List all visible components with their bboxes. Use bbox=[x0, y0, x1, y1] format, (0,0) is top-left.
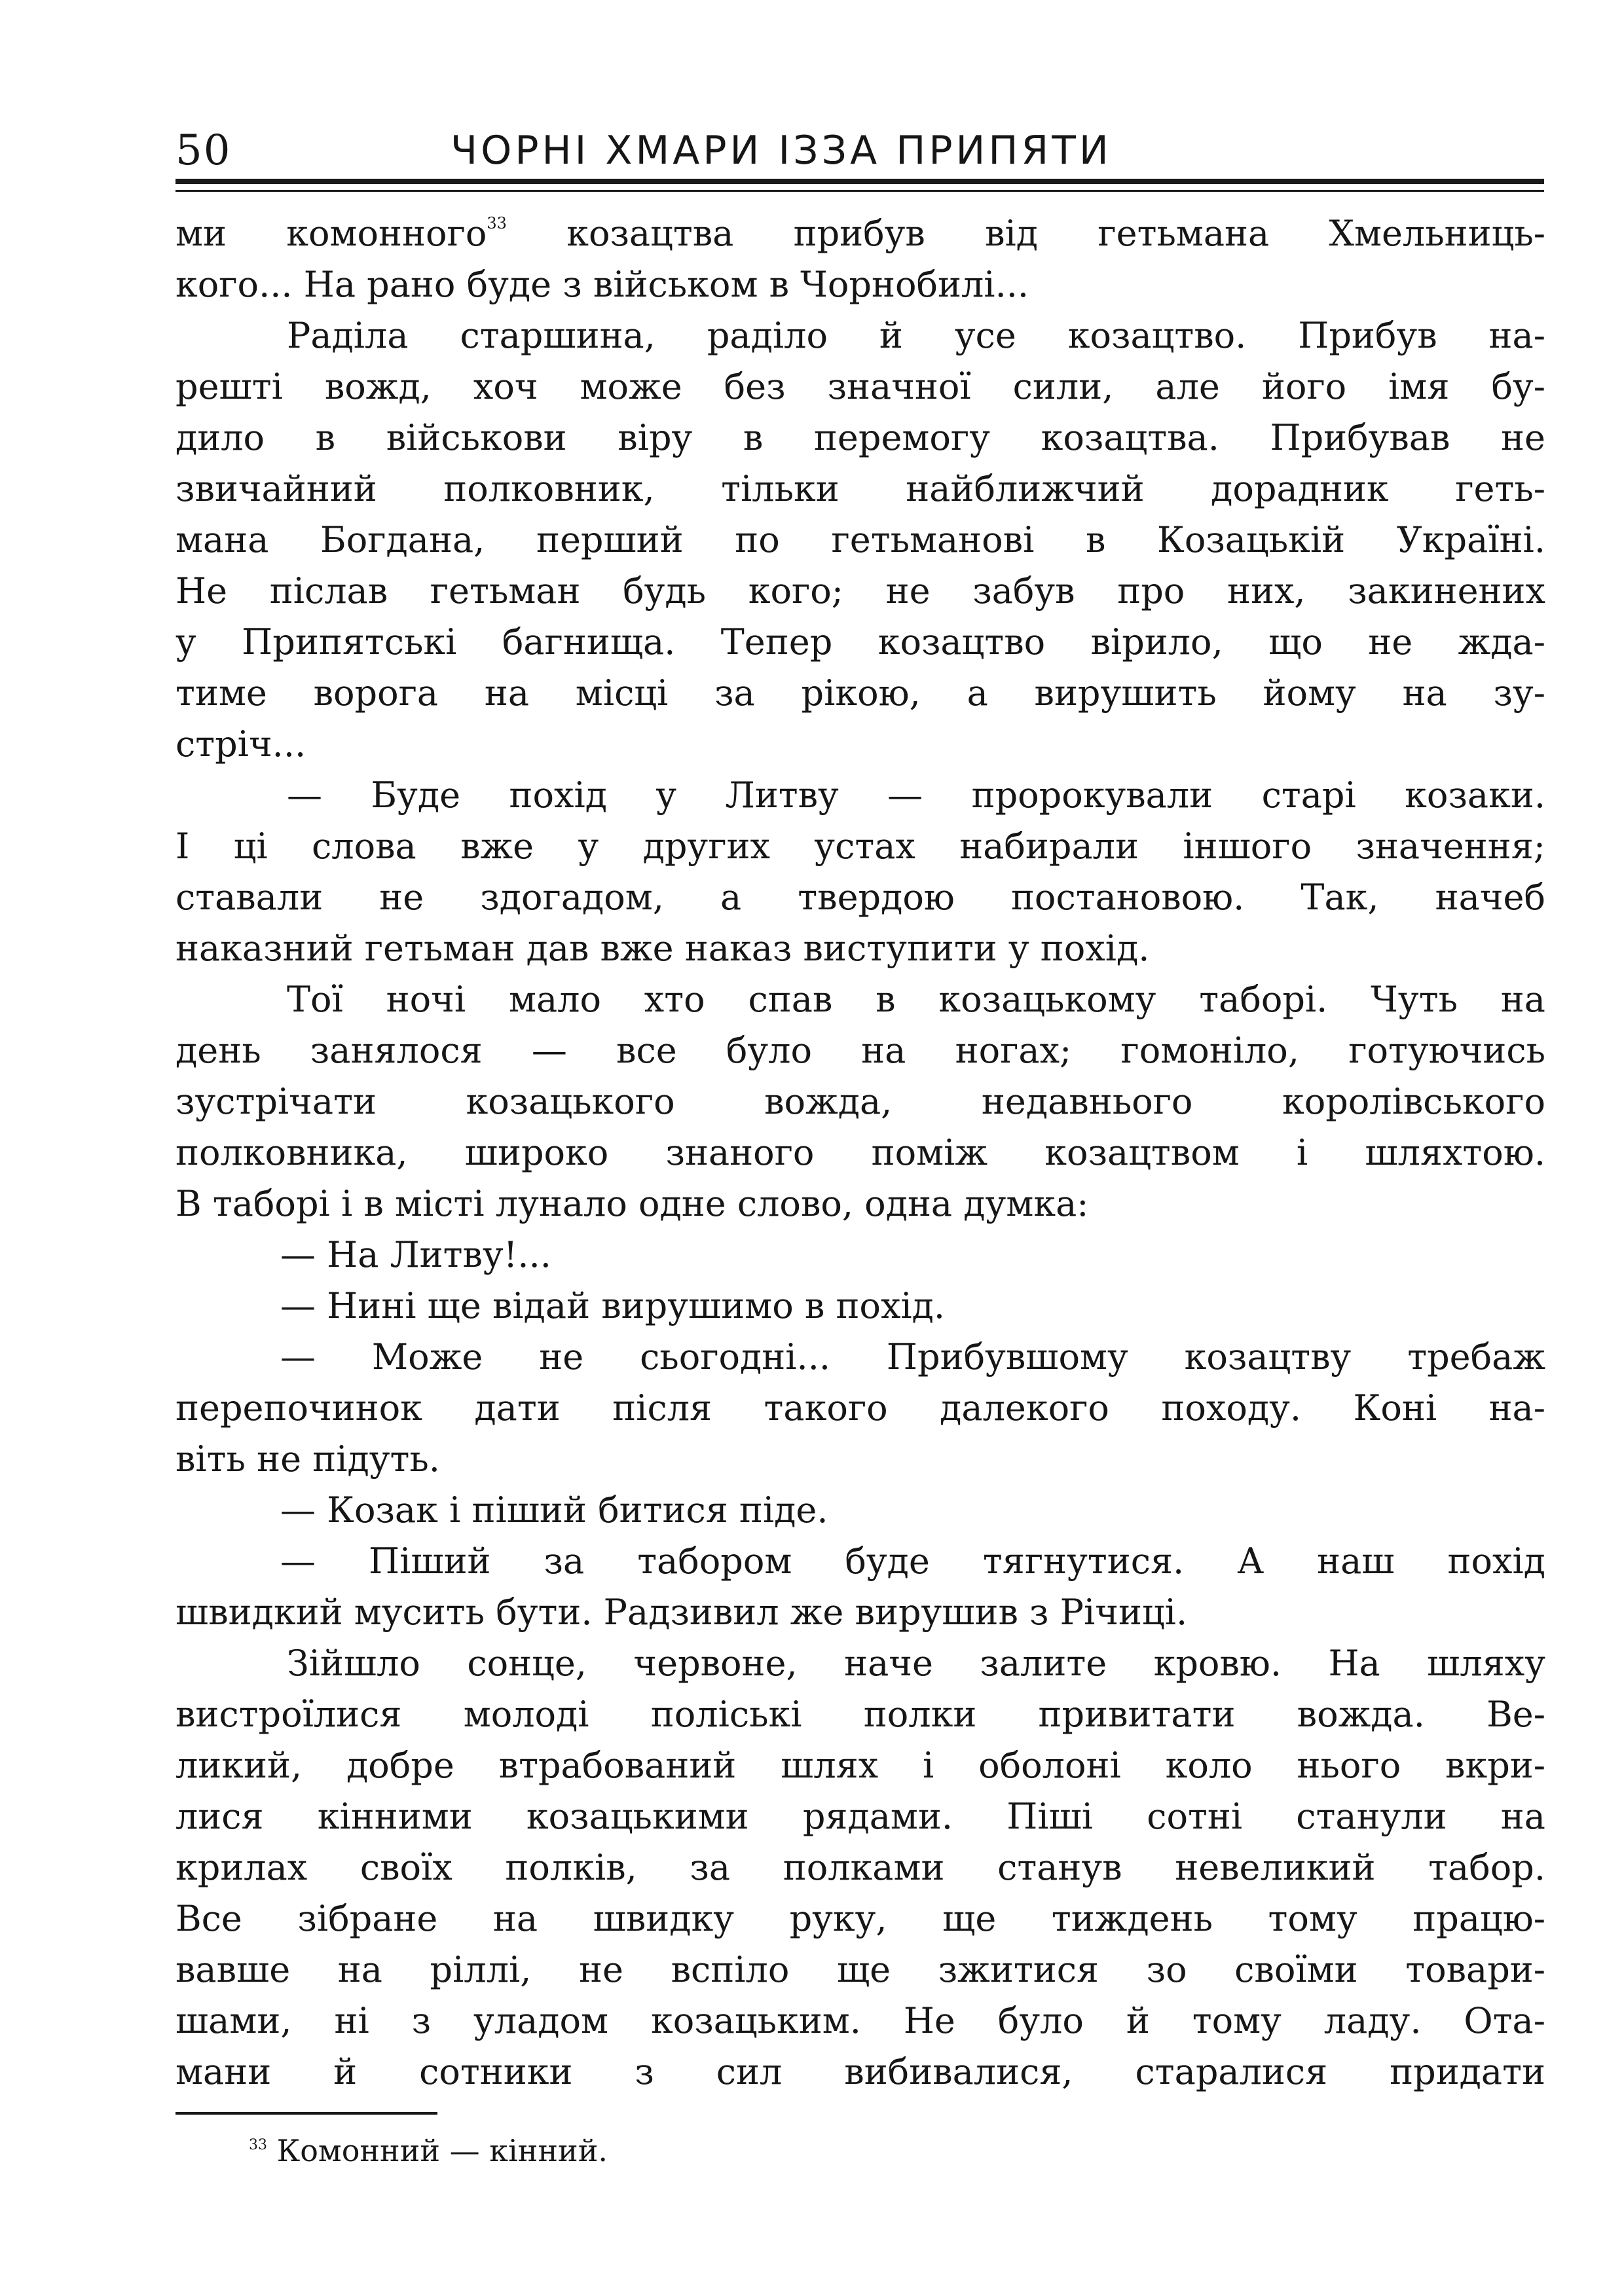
text-line: зустрічати козацького вожда, недавнього королівського bbox=[175, 1081, 1545, 1122]
text-line: лися кінними козацькими рядами. Піші сотні станули на bbox=[175, 1796, 1545, 1837]
text-line: дило в військови віру в перемогу козацтва. Прибував не bbox=[175, 417, 1545, 458]
text-line: ми комонного$^{33}$ козацтва прибув від гетьмана Хмельниць- bbox=[175, 213, 1545, 254]
text-line: Все зібране на швидку руку, ще тиждень тому працю- bbox=[175, 1898, 1545, 1939]
footnote-text: Комонний — кінний. bbox=[267, 2133, 608, 2168]
dialogue-line: — Піший за табором буде тягнутися. А наш похід bbox=[280, 1540, 1545, 1582]
dialogue-line: — На Литву!... bbox=[280, 1234, 551, 1275]
text-line: вистроїлися молоді поліські полки привитати вожда. Ве- bbox=[175, 1694, 1545, 1735]
body-text bbox=[175, 208, 1545, 2098]
text-line: швидкий мусить бути. Радзивил же вирушив з Річиці. bbox=[175, 1592, 1188, 1633]
footnote-marker: 33 bbox=[249, 2137, 267, 2153]
text-line: вавше на ріллі, не вспіло ще зжитися зо своїми товари- bbox=[175, 1949, 1545, 1990]
text-line: у Припятські багнища. Тепер козацтво вірило, що не ждa- bbox=[175, 621, 1545, 663]
text-line: тиме ворога на місці за рікою, а вирушить йому на зу- bbox=[175, 672, 1545, 714]
text-line: полковника, широко знаного поміж козацтвом і шляхтою. bbox=[175, 1132, 1545, 1173]
dialogue-line: — Нині ще відай вирушимо в похід. bbox=[280, 1285, 946, 1326]
text-line: шами, ні з уладом козацьким. Не було й тому ладу. Ота- bbox=[175, 2000, 1545, 2041]
footnote bbox=[249, 2128, 608, 2174]
text-line: ставали не здогадом, а твердою постановою. Так, начеб bbox=[175, 877, 1545, 918]
text-line: І ці слова вже у других устах набирали іншого значення; bbox=[175, 826, 1545, 867]
text-line: — Буде похід у Литву — пророкували старі козаки. bbox=[287, 774, 1545, 816]
text-line: мани й сотники з сил вибивалися, старалися придати bbox=[175, 2051, 1545, 2092]
text-line: ликий, добре втрабований шлях і оболоні коло нього вкри- bbox=[175, 1745, 1545, 1786]
text-line: крилах своїх полків, за полками станув невеликий табор. bbox=[175, 1847, 1545, 1888]
text-line: мана Богдана, перший по гетьманові в Козацькій Україні. bbox=[175, 519, 1545, 560]
text-line: день занялося — все було на ногах; гомоніло, готуючись bbox=[175, 1030, 1545, 1071]
footnote-ref: 33 bbox=[487, 214, 507, 232]
text-line: Тої ночі мало хто спав в козацькому таборі. Чуть на bbox=[287, 979, 1545, 1020]
text-line: перепочинок дати після такого далекого походу. Коні на- bbox=[175, 1387, 1545, 1429]
text-line: віть не підуть. bbox=[175, 1438, 440, 1480]
text-line: Зійшло сонце, червоне, наче залите кровю. На шляху bbox=[287, 1643, 1545, 1684]
dialogue-line: — Може не сьогодні... Прибувшому козацтву требаж bbox=[280, 1336, 1545, 1377]
running-title: ЧОРНІ ХМАРИ ІЗЗА ПРИПЯТИ bbox=[451, 128, 1112, 173]
footnote-rule bbox=[175, 2112, 437, 2115]
text-line: В таборі і в місті лунало одне слово, одна думка: bbox=[175, 1183, 1089, 1224]
text-line: Раділа старшина, раділо й усе козацтво. Прибув на- bbox=[287, 315, 1545, 356]
page-number: 50 bbox=[175, 126, 232, 175]
text-line: стріч... bbox=[175, 723, 306, 765]
text-line: кого... На рано буде з військом в Чорнобилі... bbox=[175, 264, 1029, 305]
text-line: Не післав гетьман будь кого; не забув про них, закинених bbox=[175, 570, 1545, 611]
header-rule-thick bbox=[175, 179, 1544, 184]
text-line: наказний гетьман дав вже наказ виступити у похід. bbox=[175, 928, 1150, 969]
dialogue-line: — Козак і піший битися піде. bbox=[280, 1489, 828, 1531]
text-line: звичайний полковник, тільки найближчий дорадник геть- bbox=[175, 468, 1545, 509]
header-rule-thin bbox=[175, 190, 1544, 192]
text-line: решті вожд, хоч може без значної сили, але його імя бу- bbox=[175, 366, 1545, 407]
page-header bbox=[175, 119, 1545, 181]
